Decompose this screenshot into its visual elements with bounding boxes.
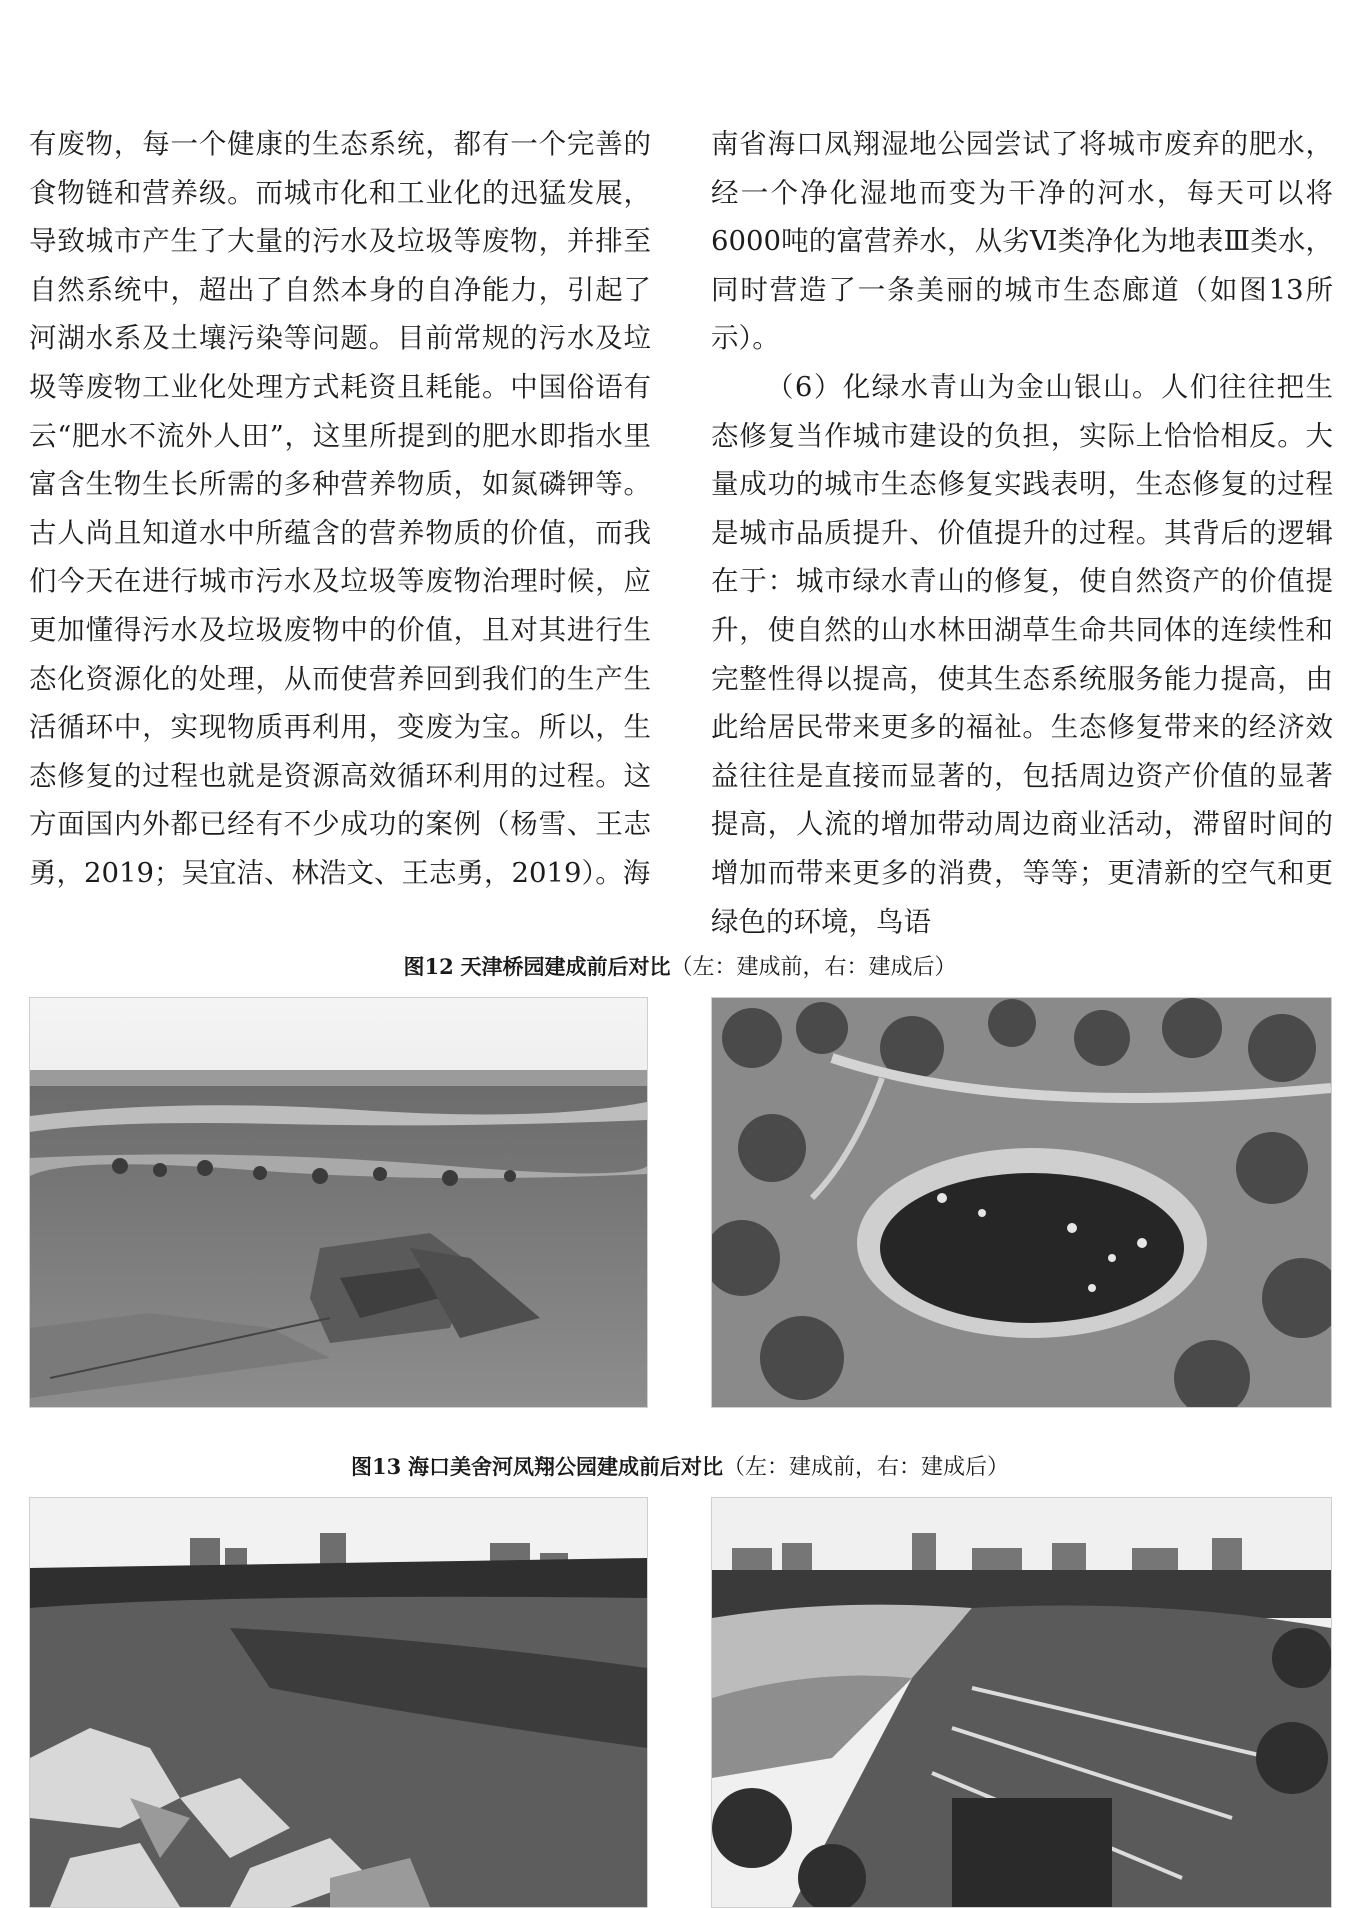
figure-12-after-photo	[711, 997, 1332, 1408]
figure-note: （左：建成前，右：建成后）	[722, 1454, 1009, 1479]
figure-title: 天津桥园建成前后对比	[460, 954, 671, 979]
figure-12-caption	[0, 952, 1360, 982]
figure-13-before-photo	[29, 1497, 648, 1908]
figure-label: 图12	[403, 954, 454, 979]
figure-12-before-photo	[29, 997, 648, 1408]
text-column-left	[29, 120, 651, 898]
figure-13-after-photo	[711, 1497, 1332, 1908]
figure-label: 图13	[351, 1454, 402, 1479]
figure-title: 海口美舍河凤翔公园建成前后对比	[407, 1454, 723, 1479]
figure-13-caption	[0, 1452, 1360, 1482]
figure-note: （左：建成前，右：建成后）	[670, 954, 957, 979]
paragraph: （6）化绿水青山为金山银山。人们往往把生态修复当作城市建设的负担，实际上恰恰相反。大量成功的城市生态修复实践表明，生态修复的过程是城市品质提升、价值提升的过程。其背后的逻辑在于：城市绿水青山的修复，使自然资产的价值提升，使自然的山水林田湖草生命共同体的连续性和完整性得以提高，使其生态系统服务能力提高，由此给居民带来更多的福祉。生态修复带来的经济效益往往是直接而显著的，包括周边资产价值的显著提高，人流的增加带动周边商业活动，滞留时间的增加而带来更多的消费，等等；更清新的空气和更绿色的环境，鸟语	[711, 370, 1333, 938]
paragraph: 有废物，每一个健康的生态系统，都有一个完善的食物链和营养级。而城市化和工业化的迅猛发展，导致城市产生了大量的污水及垃圾等废物，并排至自然系统中，超出了自然本身的自净能力，引起了河湖水系及土壤污染等问题。目前常规的污水及垃圾等废物工业化处理方式耗资且耗能。中国俗语有云“肥水不流外人田”，这里所提到的肥水即指水里富含生物生长所需的多种营养物质，如氮磷钾等。古人尚且知道水中所蕴含的营养物质的价值，而我们今天在进行城市污水及垃圾等废物治理时候，应更加懂得污水及垃圾废物中的价值，且对其进行生态化资源化的处理，从而使营养回到我们的生产生活循环中，实现物质再利用，变废为宝。所以，生态修复的过程也就是资源高效循环利用的过程。这方面国内外都已经有不少成功的案例（杨雪、王志勇，2019；吴宜洁、林浩文、王志勇，2019）。海	[29, 128, 651, 889]
text-column-right	[711, 120, 1333, 946]
paragraph: 南省海口凤翔湿地公园尝试了将城市废弃的肥水，经一个净化湿地而变为干净的河水，每天可以将6000吨的富营养水，从劣Ⅵ类净化为地表Ⅲ类水，同时营造了一条美丽的城市生态廊道（如图13所示）。	[711, 128, 1333, 355]
